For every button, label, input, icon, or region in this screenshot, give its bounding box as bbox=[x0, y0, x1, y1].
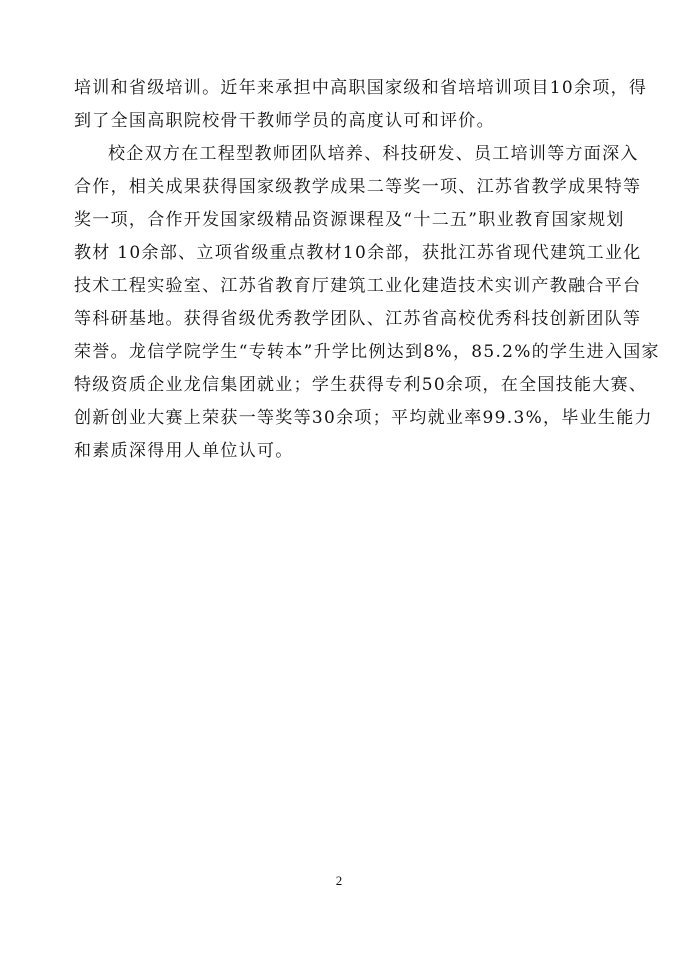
text-line: 培训和省级培训。近年来承担中高职国家级和省培培训项目10余项，得 bbox=[74, 78, 648, 98]
text-line: 合作，相关成果获得国家级教学成果二等奖一项、江苏省教学成果特等 bbox=[74, 177, 642, 197]
text-line: 等科研基地。获得省级优秀教学团队、江苏省高校优秀科技创新团队等 bbox=[74, 309, 642, 329]
paragraph-first-line: 校企双方在工程型教师团队培养、科技研发、员工培训等方面深入 bbox=[108, 144, 639, 164]
text-line: 荣誉。龙信学院学生“专转本”升学比例达到8%，85.2%的学生进入国家 bbox=[74, 342, 660, 362]
text-line: 奖一项，合作开发国家级精品资源课程及“十二五”职业教育国家规划 bbox=[74, 210, 625, 230]
text-line: 特级资质企业龙信集团就业；学生获得专利50余项，在全国技能大赛、 bbox=[74, 375, 648, 395]
text-line: 创新创业大赛上荣获一等奖等30余项；平均就业率99.3%，毕业生能力 bbox=[74, 408, 653, 428]
text-line: 技术工程实验室、江苏省教育厅建筑工业化建造技术实训产教融合平台 bbox=[74, 276, 642, 296]
body-text bbox=[74, 72, 660, 468]
text-line: 和素质深得用人单位认可。 bbox=[74, 441, 294, 461]
text-line: 教材 10余部、立项省级重点教材10余部，获批江苏省现代建筑工业化 bbox=[74, 243, 642, 263]
page-number: 2 bbox=[335, 873, 343, 888]
text-line: 到了全国高职院校骨干教师学员的高度认可和评价。 bbox=[74, 111, 495, 131]
